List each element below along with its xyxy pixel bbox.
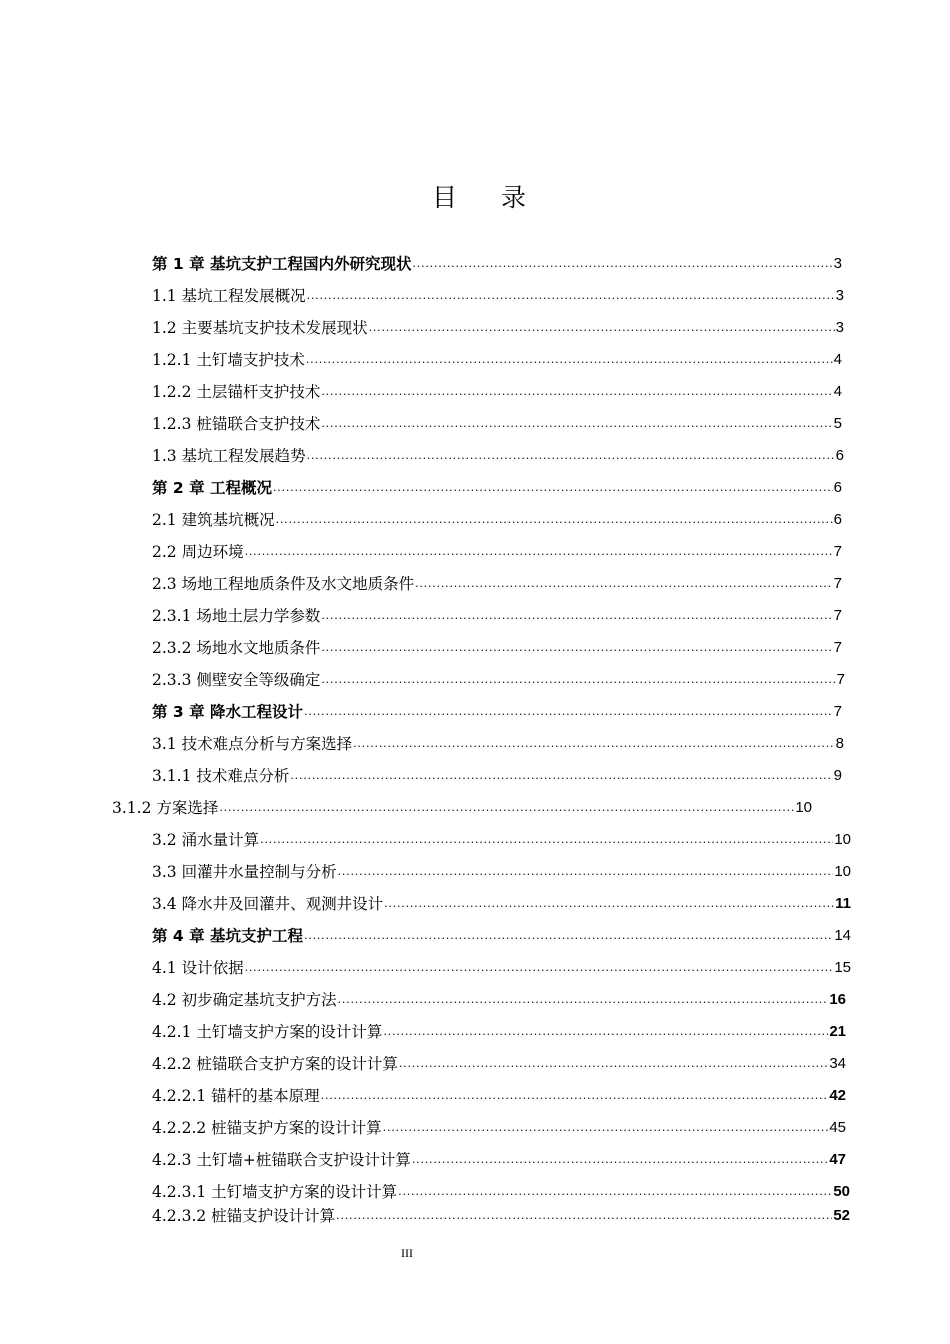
toc-entry[interactable]: [152, 1178, 850, 1202]
toc-entry[interactable]: [152, 1146, 846, 1170]
toc-entry[interactable]: [152, 538, 842, 562]
toc-entry[interactable]: [152, 1050, 846, 1074]
toc-entry-page: 4: [833, 351, 842, 368]
dot-leader: [369, 318, 835, 338]
toc-entry-page: 6: [833, 511, 842, 528]
toc-entry-page: 16: [829, 991, 846, 1008]
toc-entry-label: 3.1.1 技术难点分析: [152, 767, 290, 785]
dot-leader: [412, 254, 832, 274]
toc-entry-page: 42: [829, 1087, 846, 1104]
dot-leader: [307, 446, 835, 466]
toc-entry[interactable]: [152, 442, 844, 466]
toc-entry[interactable]: [152, 922, 851, 946]
toc-entry-label: 3.3 回灌井水量控制与分析: [152, 863, 337, 881]
dot-leader: [338, 990, 829, 1010]
toc-entry-label: 4.2.1 土钉墙支护方案的设计计算: [152, 1023, 383, 1041]
toc-entry-label: 4.2.2.2 桩锚支护方案的设计计算: [152, 1119, 382, 1137]
toc-entry[interactable]: [152, 602, 842, 626]
toc-entry[interactable]: [152, 410, 842, 434]
toc-entry[interactable]: [152, 570, 842, 594]
dot-leader: [383, 1022, 828, 1042]
toc-entry[interactable]: [152, 282, 844, 306]
dot-leader: [260, 830, 833, 850]
toc-entry-label: 2.3.3 侧壁安全等级确定: [152, 671, 321, 689]
toc-entry-page: 15: [834, 959, 851, 976]
toc-entry[interactable]: [152, 474, 842, 498]
toc-entry-page: 3: [833, 255, 842, 272]
toc-entry-page: 10: [834, 863, 851, 880]
dot-leader: [290, 766, 832, 786]
dot-leader: [383, 1118, 829, 1138]
toc-entry-label: 第 2 章 工程概况: [152, 479, 272, 497]
toc-entry-page: 6: [833, 479, 842, 496]
toc-entry[interactable]: [152, 634, 842, 658]
toc-entry[interactable]: [152, 1082, 846, 1106]
toc-entry-label: 3.2 涌水量计算: [152, 831, 260, 849]
toc-entry-page: 3: [835, 287, 844, 304]
toc-entry-label: 3.4 降水井及回灌井、观测井设计: [152, 895, 384, 913]
dot-leader: [276, 510, 833, 530]
toc-entry-page: 50: [833, 1183, 850, 1200]
toc-entry-label: 4.2.3 土钉墙+桩锚联合支护设计计算: [152, 1151, 411, 1169]
dot-leader: [306, 350, 833, 370]
toc-entry-page: 45: [829, 1119, 846, 1136]
toc-entry-page: 11: [835, 895, 851, 912]
toc-entry[interactable]: [152, 826, 851, 850]
dot-leader: [399, 1054, 828, 1074]
dot-leader: [219, 798, 794, 818]
toc-entry-label: 第 4 章 基坑支护工程: [152, 927, 303, 945]
toc-entry-page: 9: [833, 767, 842, 784]
toc-entry-label: 1.2.3 桩锚联合支护技术: [152, 415, 321, 433]
dot-leader: [273, 478, 833, 498]
toc-entry-label: 4.2.2 桩锚联合支护方案的设计计算: [152, 1055, 398, 1073]
dot-leader: [321, 382, 832, 402]
toc-entry-page: 7: [833, 575, 842, 592]
toc-entry-label: 2.3 场地工程地质条件及水文地质条件: [152, 575, 415, 593]
toc-entry[interactable]: [112, 794, 812, 818]
toc-entry-page: 10: [795, 799, 812, 816]
toc-entry[interactable]: [152, 378, 842, 402]
toc-entry-label: 2.1 建筑基坑概况: [152, 511, 275, 529]
toc-entry[interactable]: [152, 250, 842, 274]
dot-leader: [336, 1206, 832, 1226]
toc-entry-page: 21: [829, 1023, 846, 1040]
dot-leader: [321, 670, 835, 690]
toc-entry-page: 7: [833, 543, 842, 560]
dot-leader: [321, 606, 832, 626]
toc-entry-label: 2.3.1 场地土层力学参数: [152, 607, 321, 625]
toc-entry-page: 7: [833, 607, 842, 624]
toc-entry[interactable]: [152, 506, 842, 530]
dot-leader: [412, 1150, 828, 1170]
dot-leader: [353, 734, 835, 754]
toc-entry-label: 4.1 设计依据: [152, 959, 244, 977]
toc-entry-page: 4: [833, 383, 842, 400]
toc-entry-label: 3.1.2 方案选择: [112, 799, 219, 817]
toc-entry[interactable]: [152, 1202, 850, 1226]
toc-entry-page: 10: [834, 831, 851, 848]
toc-entry[interactable]: [152, 986, 846, 1010]
toc-entry-label: 1.2.2 土层锚杆支护技术: [152, 383, 321, 401]
dot-leader: [398, 1182, 832, 1202]
dot-leader: [304, 702, 833, 722]
dot-leader: [415, 574, 833, 594]
toc-entry-page: 52: [833, 1207, 850, 1224]
toc-entry-label: 1.3 基坑工程发展趋势: [152, 447, 306, 465]
toc-entry[interactable]: [152, 314, 844, 338]
toc-entry-page: 7: [836, 671, 845, 688]
toc-entry[interactable]: [152, 1114, 846, 1138]
toc-entry-label: 3.1 技术难点分析与方案选择: [152, 735, 353, 753]
toc-entry-page: 5: [833, 415, 842, 432]
dot-leader: [321, 414, 832, 434]
toc-entry-label: 4.2.3.2 桩锚支护设计计算: [152, 1207, 336, 1225]
toc-entry[interactable]: [152, 346, 842, 370]
toc-entry-label: 4.2.2.1 锚杆的基本原理: [152, 1087, 320, 1105]
toc-entry[interactable]: [152, 1018, 846, 1042]
toc-entry-label: 第 3 章 降水工程设计: [152, 703, 303, 721]
toc-entry[interactable]: [152, 858, 851, 882]
footer-page-number: III: [401, 1246, 413, 1260]
dot-leader: [307, 286, 835, 306]
dot-leader: [321, 638, 832, 658]
toc-entry-page: 3: [835, 319, 844, 336]
toc-entry-label: 4.2.3.1 土钉墙支护方案的设计计算: [152, 1183, 398, 1201]
toc-entry-page: 7: [833, 639, 842, 656]
toc-entry[interactable]: [152, 698, 842, 722]
toc-entry-label: 4.2 初步确定基坑支护方法: [152, 991, 337, 1009]
toc-entry-page: 14: [834, 927, 851, 944]
toc-entry[interactable]: [152, 954, 851, 978]
toc-entry[interactable]: [152, 762, 842, 786]
dot-leader: [304, 926, 833, 946]
toc-entry-label: 1.2 主要基坑支护技术发展现状: [152, 319, 368, 337]
toc-entry-label: 1.2.1 土钉墙支护技术: [152, 351, 305, 369]
dot-leader: [384, 894, 834, 914]
toc-entry-page: 7: [833, 703, 842, 720]
toc-entry-page: 34: [829, 1055, 846, 1072]
toc-entry[interactable]: [152, 730, 844, 754]
dot-leader: [245, 958, 834, 978]
toc-entry[interactable]: [152, 666, 845, 690]
toc-entry-page: 47: [829, 1151, 846, 1168]
toc-entry-label: 第 1 章 基坑支护工程国内外研究现状: [152, 255, 412, 273]
toc-entry-page: 6: [835, 447, 844, 464]
toc-entry[interactable]: [152, 890, 851, 914]
toc-entry-label: 2.2 周边环境: [152, 543, 244, 561]
toc-entry-page: 8: [835, 735, 844, 752]
toc-entry-label: 1.1 基坑工程发展概况: [152, 287, 306, 305]
dot-leader: [245, 542, 833, 562]
toc-entry-label: 2.3.2 场地水文地质条件: [152, 639, 321, 657]
dot-leader: [321, 1086, 829, 1106]
page-title: 目 录: [432, 183, 544, 212]
dot-leader: [338, 862, 834, 882]
